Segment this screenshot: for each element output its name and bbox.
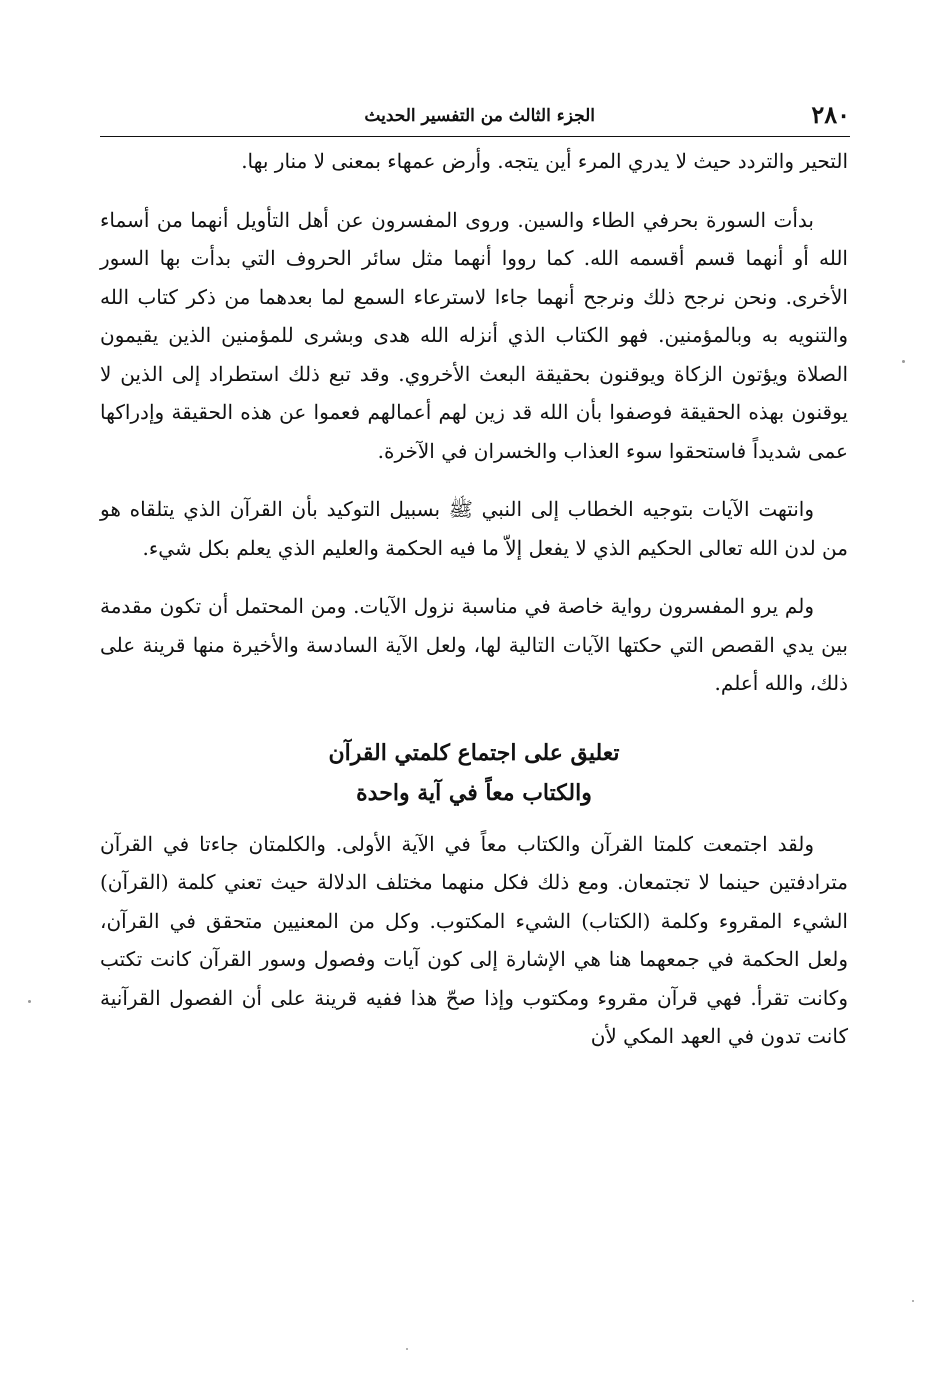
section-heading-line-2: والكتاب معاً في آية واحدة [356,779,592,806]
scan-speck [406,1348,408,1350]
page-header [100,100,850,134]
header-rule [100,136,850,137]
page-body [100,142,848,1076]
scan-speck [912,1300,914,1302]
section-heading-line-1: تعليق على اجتماع كلمتي القرآن [328,739,620,766]
paragraph-continuation: التحير والتردد حيث لا يدري المرء أين يتجه. وأرض عمهاء بمعنى لا منار بها. [241,149,848,173]
section-paragraph: ولقد اجتمعت كلمتا القرآن والكتاب معاً في الآية الأولى. والكلمتان جاءتا في القرآن مترادفتين حينما لا تجتمعان. ومع ذلك فكل منهما مختلف الدلالة حيث تعني كلمة (القرآن) الشيء المقروء وكلمة (الكتاب) الشيء المكتوب. وكل من المعنيين متحقق في القرآن، ولعل الحكمة في جمعهما هنا هي الإشارة إلى كون آيات وفصول وسور القرآن كانت تكتب وكانت تقرأ. فهي قرآن مقروء ومكتوب وإذا صحّ هذا ففيه قرينة على أن الفصول القرآنية كانت تدون في العهد المكي لأن [100,831,848,1048]
section-heading [100,733,848,813]
paragraph: بدأت السورة بحرفي الطاء والسين. وروى المفسرون عن أهل التأويل أنهما من أسماء الله أو أنهما قسم أقسمه الله. كما رووا أنهما مثل سائر الحروف التي بدأت بها السور الأخرى. ونحن نرجح ذلك ونرجح أنهما جاءا لاسترعاء السمع لما بعدهما من ذكر كتاب الله والتنويه به وبالمؤمنين. فهو الكتاب الذي أنزله الله هدى وبشرى للمؤمنين الذين يقيمون الصلاة ويؤتون الزكاة ويوقنون بحقيقة البعث الأخروي. وقد تبع ذلك استطراد إلى الذين لا يوقنون بهذه الحقيقة فوصفوا بأن الله قد زين لهم أعمالهم فعموا عن هذه الحقيقة وإدراكها عمى شديداً فاستحقوا سوء العذاب والخسران في الآخرة. [100,207,848,463]
paragraph: ولم يرو المفسرون رواية خاصة في مناسبة نزول الآيات. ومن المحتمل أن تكون مقدمة بين يدي القصص التي حكتها الآيات التالية لها، ولعل الآية السادسة والأخيرة منها قرينة على ذلك، والله أعلم. [100,594,848,695]
paragraph: وانتهت الآيات بتوجيه الخطاب إلى النبي ﷺ بسبيل التوكيد بأن القرآن الذي يتلقاه هو من لدن الله تعالى الحكيم الذي لا يفعل إلاّ ما فيه الحكمة والعليم الذي يعلم بكل شيء. [100,497,848,560]
scan-speck [902,360,905,363]
running-title: الجزء الثالث من التفسير الحديث [364,106,595,126]
scan-speck [28,1000,31,1003]
page-number: ٢٨٠ [811,100,850,129]
